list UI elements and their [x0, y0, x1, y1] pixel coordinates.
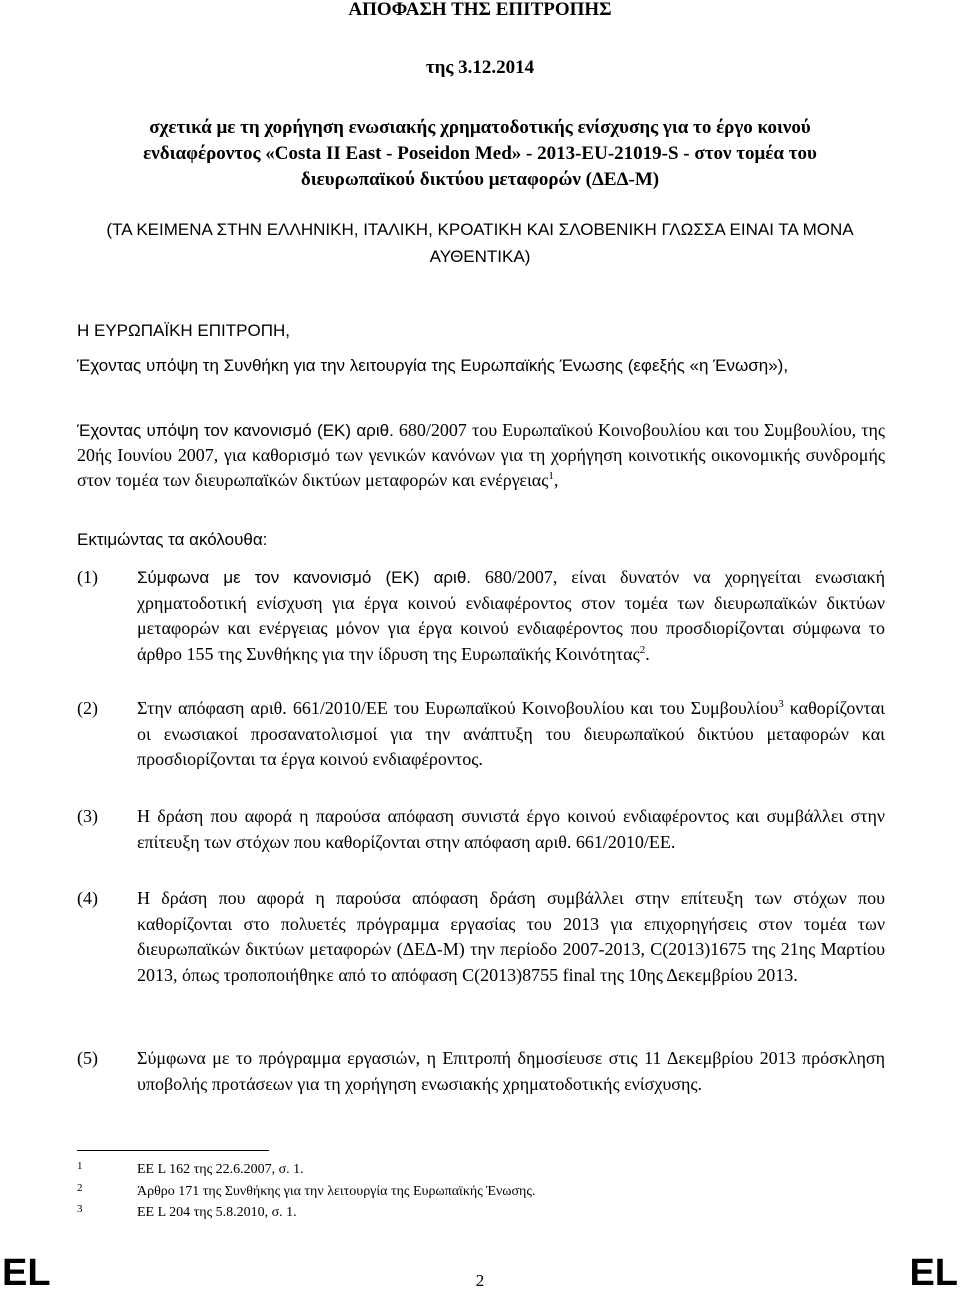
footnote-separator — [77, 1150, 269, 1151]
footer-language-right: EL — [909, 1252, 958, 1294]
footnote-text: ΕΕ L 204 της 5.8.2010, σ. 1. — [137, 1205, 297, 1220]
authentic-languages-note: (ΤΑ ΚΕΙΜΕΝΑ ΣΤΗΝ ΕΛΛΗΝΙΚΗ, ΙΤΑΛΙΚΗ, ΚΡΟΑΤΙΚΗ ΚΑΙ ΣΛΟΒΕΝΙΚΗ ΓΛΩΣΣΑ ΕΙΝΑΙ ΤΑ ΜΟΝΑ ΑΥΘΕΝΤΙΚΑ) — [106, 220, 854, 266]
footnote-text: Άρθρο 171 της Συνθήκης για την λειτουργία της Ευρωπαϊκής Ένωσης. — [137, 1184, 536, 1199]
recital-number: (3) — [77, 806, 98, 826]
footnote-number: 1 — [77, 1160, 83, 1172]
having-regard-treaty: Έχοντας υπόψη τη Συνθήκη για την λειτουργία της Ευρωπαϊκής Ένωσης (εφεξής «η Ένωση»), — [77, 356, 789, 375]
having-regard-regulation — [77, 418, 885, 493]
having-regard-regulation-text: 680/2007 του Ευρωπαϊκού Κοινοβουλίου και του Συμβουλίου, της 20ής Ιουνίου 2007, για καθορισμό των γενικών κανόνων για τη χορήγηση κοινοτικής οικονομικής συνδρομής στον τομέα των διευρωπαϊκών δικτύων μεταφορών και ενέργειας — [77, 420, 885, 490]
document-subject: σχετικά με τη χορήγηση ενωσιακής χρηματοδοτικής ενίσχυσης για το έργο κοινού ενδιαφέροντος «Costa II East - Poseidon Med» - 2013-EU-21019-S - στον τομέα του διευρωπαϊκού δικτύου μεταφορών (ΔΕΔ-Μ) — [143, 117, 817, 190]
recital-text: Η δράση που αφορά η παρούσα απόφαση δράση συμβάλλει στην επίτευξη των στόχων που καθορίζονται στο πολυετές πρόγραμμα εργασίας του 2013 για επιχορηγήσεις στον τομέα των διευρωπαϊκών δικτύων μεταφορών (ΔΕΔ-Μ) την περίοδο 2007-2013, C(2013)1675 της 21ης Μαρτίου 2013, όπως τροποποιήθηκε από το απόφαση C(2013)8755 final της 10ης Δεκεμβρίου 2013. — [137, 888, 885, 985]
whereas-heading: Εκτιμώντας τα ακόλουθα: — [77, 530, 268, 549]
recital-end: . — [645, 643, 650, 664]
document-date: της 3.12.2014 — [425, 57, 535, 78]
commission-heading: Η ΕΥΡΩΠΑΪΚΗ ΕΠΙΤΡΟΠΗ, — [77, 321, 290, 340]
recital-text: Η δράση που αφορά η παρούσα απόφαση συνιστά έργο κοινού ενδιαφέροντος και συμβάλλει στην επίτευξη των στόχων που καθορίζονται στην απόφαση αριθ. 661/2010/ΕΕ. — [137, 806, 885, 852]
footnote-ref-3[interactable]: 3 — [778, 698, 784, 710]
recital-text: Σύμφωνα με το πρόγραμμα εργασιών, η Επιτροπή δημοσίευσε στις 11 Δεκεμβρίου 2013 πρόσκληση υποβολής προτάσεων για τη χορήγηση ενωσιακής χρηματοδοτικής ενίσχυσης. — [137, 1048, 885, 1094]
footnote-number: 2 — [77, 1182, 83, 1194]
recital-number: (5) — [77, 1048, 98, 1068]
recital-lead: Σύμφωνα με τον κανονισμό (ΕΚ) αριθ. — [137, 568, 472, 587]
recital-body: 680/2007, είναι δυνατόν να χορηγείται ενωσιακή χρηματοδοτική ενίσχυση για έργα κοινού ενδιαφέροντος στον τομέα των διευρωπαϊκών δικτύων μεταφορών και ενέργειας μόνον για έργα κοινού ενδιαφέροντος που προσδιορίζονται σύμφωνα το άρθρο 155 της Συνθήκης για την ίδρυση της Ευρωπαϊκής Κοινότητας — [137, 567, 885, 664]
footnote-text: ΕΕ L 162 της 22.6.2007, σ. 1. — [137, 1162, 304, 1177]
recital-body: Στην απόφαση αριθ. 661/2010/ΕΕ του Ευρωπαϊκού Κοινοβουλίου και του Συμβουλίου — [137, 698, 779, 718]
recital-number: (4) — [77, 888, 98, 908]
having-regard-regulation-lead: Έχοντας υπόψη τον κανονισμό (ΕΚ) αριθ. — [77, 421, 394, 440]
footnote-number: 3 — [77, 1203, 83, 1215]
recital-end: καθορίζονται οι ενωσιακοί προσανατολισμοί για την ανάπτυξη του διευρωπαϊκού δικτύου μεταφορών και προσδιορίζονται τα έργα κοινού ενδιαφέροντος. — [137, 698, 885, 769]
footnote-ref-1[interactable]: 1 — [548, 470, 554, 482]
page-number: 2 — [475, 1271, 485, 1290]
having-regard-regulation-end: , — [553, 470, 559, 490]
recital-number: (1) — [77, 567, 98, 587]
recital-text — [137, 696, 885, 773]
recital-text — [137, 565, 885, 667]
footnote-ref-2[interactable]: 2 — [639, 643, 646, 656]
document-title: ΑΠΟΦΑΣΗ ΤΗΣ ΕΠΙΤΡΟΠΗΣ — [348, 0, 612, 20]
recital-number: (2) — [77, 698, 98, 718]
footer-language-left: EL — [2, 1252, 51, 1294]
